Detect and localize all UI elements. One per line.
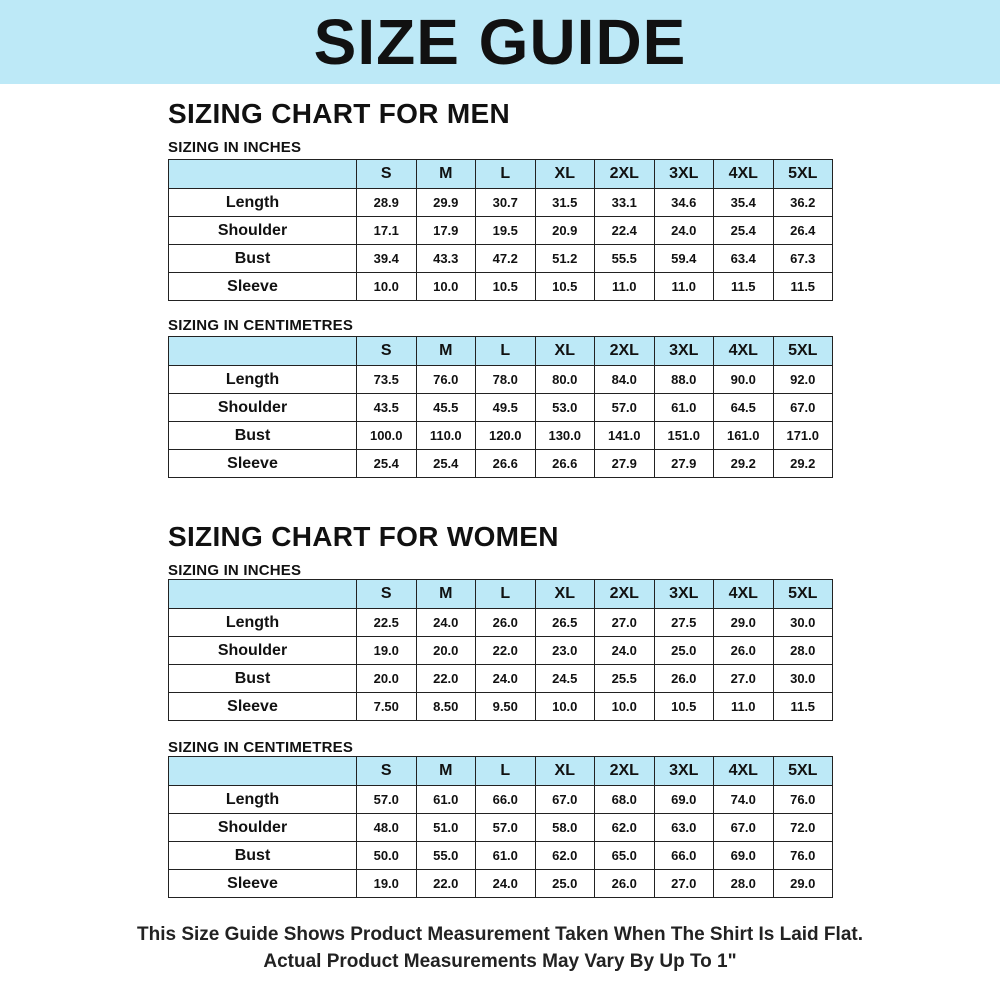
table-row (169, 609, 833, 637)
measurement-value: 80.0 (535, 366, 595, 394)
measurement-label: Bust (169, 245, 357, 273)
measurement-value: 30.0 (773, 665, 833, 693)
measurement-value: 43.5 (357, 394, 417, 422)
measurement-value: 78.0 (476, 366, 536, 394)
measurement-value: 24.0 (416, 609, 476, 637)
table-row (169, 217, 833, 245)
table-row (169, 637, 833, 665)
measurement-value: 22.5 (357, 609, 417, 637)
measurement-value: 26.0 (595, 870, 655, 898)
measurement-value: 51.2 (535, 245, 595, 273)
measurement-value: 25.0 (654, 637, 714, 665)
size-header-cell: L (476, 757, 536, 786)
measurement-value: 11.0 (714, 693, 774, 721)
measurement-value: 28.9 (357, 189, 417, 217)
measurement-value: 8.50 (416, 693, 476, 721)
measurement-value: 62.0 (535, 842, 595, 870)
measurement-value: 67.3 (773, 245, 833, 273)
size-header-cell: S (357, 160, 417, 189)
measurement-value: 26.5 (535, 609, 595, 637)
size-header-cell: XL (535, 580, 595, 609)
measurement-value: 67.0 (714, 814, 774, 842)
measurement-value: 61.0 (476, 842, 536, 870)
measurement-value: 58.0 (535, 814, 595, 842)
header-row (169, 337, 833, 366)
measurement-value: 72.0 (773, 814, 833, 842)
measurement-value: 19.0 (357, 637, 417, 665)
size-header-cell: 3XL (654, 337, 714, 366)
measurement-value: 161.0 (714, 422, 774, 450)
size-header-cell: M (416, 160, 476, 189)
measurement-value: 73.5 (357, 366, 417, 394)
measurement-label: Sleeve (169, 693, 357, 721)
size-header-cell: 2XL (595, 580, 655, 609)
measurement-value: 67.0 (773, 394, 833, 422)
measurement-value: 76.0 (773, 842, 833, 870)
header-blank-cell (169, 757, 357, 786)
footer-line-2: Actual Product Measurements May Vary By Up To 1" (263, 951, 737, 972)
measurement-value: 47.2 (476, 245, 536, 273)
measurement-value: 10.5 (654, 693, 714, 721)
women-section-title: SIZING CHART FOR WOMEN (168, 521, 559, 552)
measurement-label: Length (169, 189, 357, 217)
women-cm-table (168, 756, 833, 898)
measurement-value: 25.4 (714, 217, 774, 245)
measurement-value: 74.0 (714, 786, 774, 814)
measurement-label: Shoulder (169, 814, 357, 842)
table-row (169, 273, 833, 301)
measurement-value: 24.0 (654, 217, 714, 245)
measurement-value: 22.4 (595, 217, 655, 245)
measurement-value: 24.5 (535, 665, 595, 693)
measurement-value: 24.0 (476, 665, 536, 693)
measurement-value: 11.5 (714, 273, 774, 301)
table-row (169, 422, 833, 450)
measurement-value: 67.0 (535, 786, 595, 814)
measurement-value: 11.5 (773, 273, 833, 301)
measurement-value: 57.0 (595, 394, 655, 422)
size-header-cell: 5XL (773, 160, 833, 189)
measurement-label: Length (169, 609, 357, 637)
size-header-cell: M (416, 580, 476, 609)
measurement-value: 84.0 (595, 366, 655, 394)
size-header-cell: 5XL (773, 580, 833, 609)
measurement-value: 27.0 (595, 609, 655, 637)
size-header-cell: 4XL (714, 160, 774, 189)
measurement-value: 110.0 (416, 422, 476, 450)
size-header-cell: 2XL (595, 757, 655, 786)
measurement-value: 45.5 (416, 394, 476, 422)
measurement-value: 59.4 (654, 245, 714, 273)
table-row (169, 245, 833, 273)
table-row (169, 814, 833, 842)
table-row (169, 450, 833, 478)
measurement-value: 26.0 (654, 665, 714, 693)
measurement-value: 29.2 (714, 450, 774, 478)
size-header-cell: S (357, 580, 417, 609)
measurement-value: 25.0 (535, 870, 595, 898)
measurement-value: 20.0 (357, 665, 417, 693)
measurement-value: 20.0 (416, 637, 476, 665)
measurement-value: 29.0 (714, 609, 774, 637)
measurement-label: Sleeve (169, 273, 357, 301)
measurement-value: 49.5 (476, 394, 536, 422)
measurement-value: 27.0 (714, 665, 774, 693)
measurement-value: 50.0 (357, 842, 417, 870)
measurement-value: 30.0 (773, 609, 833, 637)
measurement-value: 10.5 (476, 273, 536, 301)
measurement-value: 10.0 (416, 273, 476, 301)
women-cm-label: SIZING IN CENTIMETRES (168, 739, 354, 756)
table-row (169, 786, 833, 814)
measurement-value: 141.0 (595, 422, 655, 450)
measurement-value: 20.9 (535, 217, 595, 245)
table-row (169, 693, 833, 721)
measurement-value: 63.4 (714, 245, 774, 273)
measurement-label: Shoulder (169, 637, 357, 665)
size-header-cell: 5XL (773, 337, 833, 366)
measurement-value: 26.6 (476, 450, 536, 478)
table-row (169, 842, 833, 870)
header-blank-cell (169, 580, 357, 609)
size-header-cell: 4XL (714, 580, 774, 609)
table-row (169, 394, 833, 422)
size-header-cell: XL (535, 757, 595, 786)
measurement-value: 76.0 (416, 366, 476, 394)
size-header-cell: 4XL (714, 337, 774, 366)
measurement-value: 26.0 (714, 637, 774, 665)
measurement-value: 26.6 (535, 450, 595, 478)
header-blank-cell (169, 160, 357, 189)
measurement-value: 22.0 (476, 637, 536, 665)
measurement-value: 63.0 (654, 814, 714, 842)
size-header-cell: S (357, 757, 417, 786)
measurement-value: 29.2 (773, 450, 833, 478)
men-inches-table (168, 159, 833, 301)
measurement-value: 66.0 (476, 786, 536, 814)
measurement-value: 19.0 (357, 870, 417, 898)
measurement-value: 64.5 (714, 394, 774, 422)
measurement-value: 10.0 (595, 693, 655, 721)
measurement-value: 92.0 (773, 366, 833, 394)
table-row (169, 189, 833, 217)
measurement-label: Length (169, 366, 357, 394)
measurement-value: 29.0 (773, 870, 833, 898)
men-cm-label: SIZING IN CENTIMETRES (168, 317, 354, 334)
title-banner (0, 0, 1000, 84)
measurement-value: 10.0 (535, 693, 595, 721)
measurement-label: Length (169, 786, 357, 814)
size-header-cell: M (416, 337, 476, 366)
size-header-cell: 3XL (654, 757, 714, 786)
table-row (169, 366, 833, 394)
measurement-value: 7.50 (357, 693, 417, 721)
size-header-cell: 2XL (595, 160, 655, 189)
measurement-value: 30.7 (476, 189, 536, 217)
size-header-cell: M (416, 757, 476, 786)
measurement-value: 48.0 (357, 814, 417, 842)
men-cm-table (168, 336, 833, 478)
measurement-value: 43.3 (416, 245, 476, 273)
footer-note (0, 921, 1000, 975)
measurement-value: 55.0 (416, 842, 476, 870)
measurement-value: 10.5 (535, 273, 595, 301)
measurement-value: 25.4 (357, 450, 417, 478)
measurement-value: 11.5 (773, 693, 833, 721)
size-header-cell: S (357, 337, 417, 366)
measurement-value: 69.0 (654, 786, 714, 814)
measurement-value: 33.1 (595, 189, 655, 217)
header-row (169, 160, 833, 189)
measurement-value: 31.5 (535, 189, 595, 217)
measurement-value: 171.0 (773, 422, 833, 450)
measurement-value: 66.0 (654, 842, 714, 870)
measurement-value: 27.9 (654, 450, 714, 478)
measurement-value: 29.9 (416, 189, 476, 217)
measurement-value: 53.0 (535, 394, 595, 422)
measurement-value: 19.5 (476, 217, 536, 245)
women-inches-label: SIZING IN INCHES (168, 562, 302, 579)
measurement-value: 68.0 (595, 786, 655, 814)
size-header-cell: 3XL (654, 580, 714, 609)
measurement-value: 51.0 (416, 814, 476, 842)
measurement-value: 22.0 (416, 870, 476, 898)
measurement-value: 26.0 (476, 609, 536, 637)
measurement-value: 27.0 (654, 870, 714, 898)
header-row (169, 757, 833, 786)
men-section-title: SIZING CHART FOR MEN (168, 98, 510, 129)
table-row (169, 665, 833, 693)
size-header-cell: 3XL (654, 160, 714, 189)
size-header-cell: L (476, 337, 536, 366)
men-inches-label: SIZING IN INCHES (168, 139, 302, 156)
size-header-cell: 5XL (773, 757, 833, 786)
measurement-label: Bust (169, 422, 357, 450)
measurement-value: 22.0 (416, 665, 476, 693)
size-header-cell: XL (535, 337, 595, 366)
measurement-value: 39.4 (357, 245, 417, 273)
measurement-value: 9.50 (476, 693, 536, 721)
footer-line-1: This Size Guide Shows Product Measurement Taken When The Shirt Is Laid Flat. (137, 924, 863, 945)
size-header-cell: 4XL (714, 757, 774, 786)
size-header-cell: XL (535, 160, 595, 189)
table-row (169, 870, 833, 898)
measurement-value: 90.0 (714, 366, 774, 394)
measurement-value: 120.0 (476, 422, 536, 450)
measurement-value: 24.0 (595, 637, 655, 665)
measurement-value: 61.0 (654, 394, 714, 422)
measurement-value: 76.0 (773, 786, 833, 814)
measurement-value: 61.0 (416, 786, 476, 814)
size-header-cell: 2XL (595, 337, 655, 366)
measurement-label: Sleeve (169, 450, 357, 478)
measurement-value: 27.5 (654, 609, 714, 637)
measurement-label: Shoulder (169, 394, 357, 422)
size-header-cell: L (476, 580, 536, 609)
size-header-cell: L (476, 160, 536, 189)
measurement-value: 26.4 (773, 217, 833, 245)
measurement-label: Sleeve (169, 870, 357, 898)
measurement-value: 25.4 (416, 450, 476, 478)
measurement-value: 23.0 (535, 637, 595, 665)
measurement-value: 100.0 (357, 422, 417, 450)
measurement-value: 17.9 (416, 217, 476, 245)
measurement-label: Shoulder (169, 217, 357, 245)
measurement-value: 11.0 (595, 273, 655, 301)
measurement-value: 88.0 (654, 366, 714, 394)
measurement-value: 24.0 (476, 870, 536, 898)
measurement-value: 11.0 (654, 273, 714, 301)
measurement-value: 69.0 (714, 842, 774, 870)
women-inches-table (168, 579, 833, 721)
measurement-label: Bust (169, 665, 357, 693)
measurement-label: Bust (169, 842, 357, 870)
measurement-value: 35.4 (714, 189, 774, 217)
header-row (169, 580, 833, 609)
measurement-value: 28.0 (714, 870, 774, 898)
measurement-value: 62.0 (595, 814, 655, 842)
measurement-value: 28.0 (773, 637, 833, 665)
measurement-value: 57.0 (357, 786, 417, 814)
header-blank-cell (169, 337, 357, 366)
measurement-value: 130.0 (535, 422, 595, 450)
measurement-value: 27.9 (595, 450, 655, 478)
measurement-value: 57.0 (476, 814, 536, 842)
measurement-value: 65.0 (595, 842, 655, 870)
page-title: SIZE GUIDE (313, 6, 687, 78)
measurement-value: 25.5 (595, 665, 655, 693)
measurement-value: 151.0 (654, 422, 714, 450)
measurement-value: 10.0 (357, 273, 417, 301)
measurement-value: 17.1 (357, 217, 417, 245)
measurement-value: 55.5 (595, 245, 655, 273)
measurement-value: 36.2 (773, 189, 833, 217)
measurement-value: 34.6 (654, 189, 714, 217)
